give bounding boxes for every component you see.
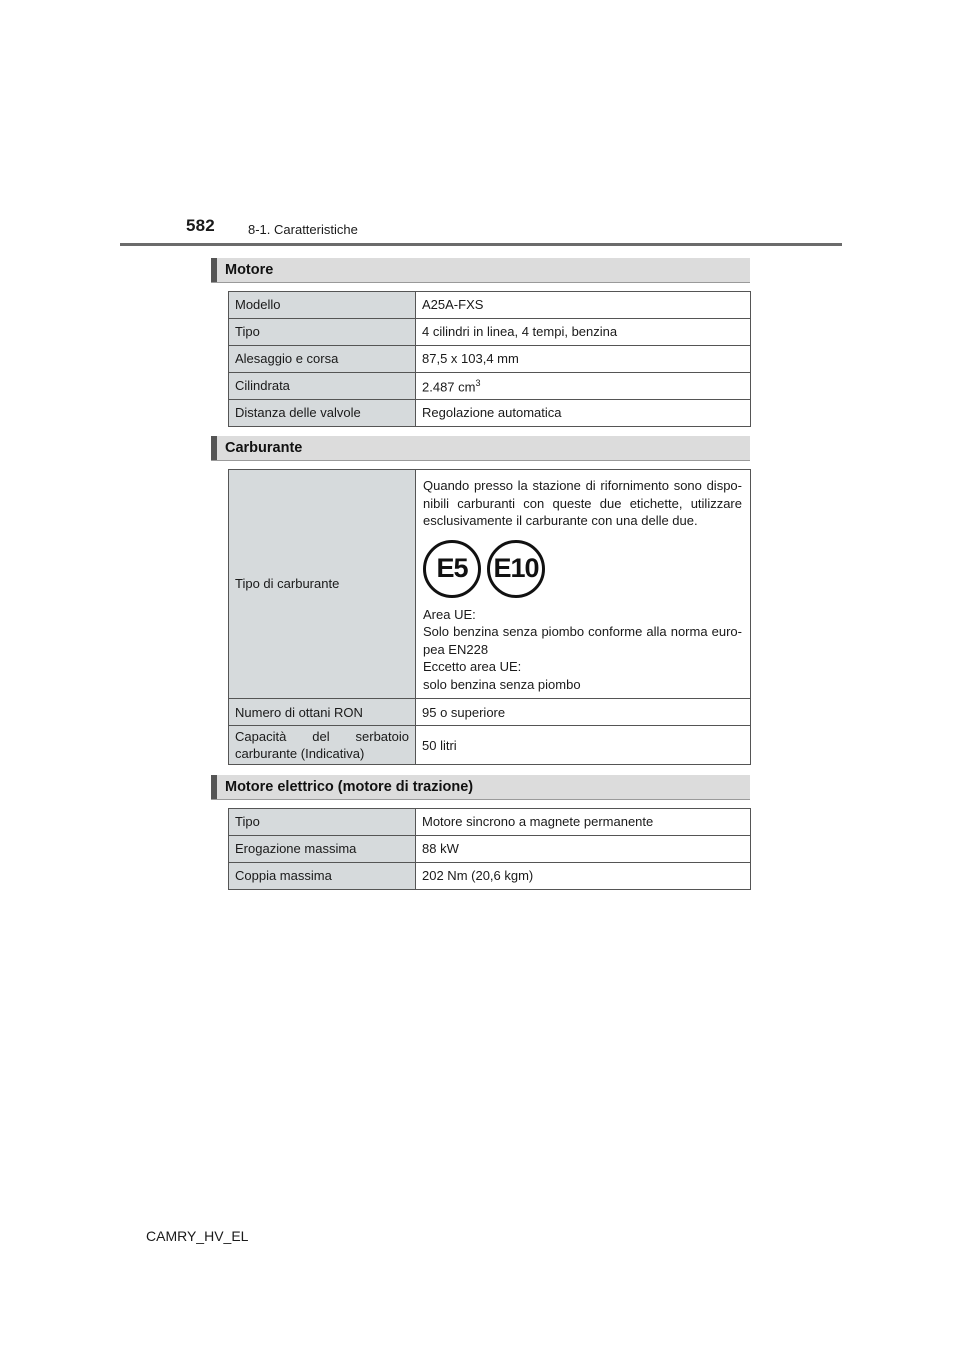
spec-value: 202 Nm (20,6 kgm) — [416, 863, 751, 890]
spec-key: Alesaggio e corsa — [229, 346, 416, 373]
displacement-exponent: 3 — [475, 377, 481, 388]
fuel-intro-text: Quando presso la stazione di rifornimento sono dispo-nibili carburanti con queste due etichette, utilizzare esclusivamente il carburante con una delle due. — [423, 478, 742, 529]
spec-value: 95 o superiore — [416, 699, 751, 726]
spec-key: Distanza delle valvole — [229, 400, 416, 427]
spec-value: Motore sincrono a magnete permanente — [416, 809, 751, 836]
spec-key: Modello — [229, 292, 416, 319]
displacement-value: 2.487 cm — [422, 378, 476, 394]
table-row — [229, 292, 751, 319]
table-row — [229, 400, 751, 427]
spec-value-displacement — [416, 373, 751, 400]
table-row — [229, 809, 751, 836]
fuel-spec-table — [228, 469, 751, 765]
fuel-note-line: solo benzina senza piombo — [423, 676, 581, 692]
chapter-label: 8-1. Caratteristiche — [248, 222, 358, 237]
section-heading-carburante — [211, 436, 750, 461]
table-row — [229, 836, 751, 863]
fuel-label-e10-icon: E10 — [487, 540, 545, 598]
fuel-note-line: Solo benzina senza piombo conforme alla norma euro-pea EN228 — [423, 624, 742, 657]
electric-motor-spec-table — [228, 808, 751, 890]
section-heading-bar — [211, 436, 217, 460]
table-row — [229, 726, 751, 765]
fuel-note-line: Area UE: — [423, 606, 476, 622]
spec-value: 87,5 x 103,4 mm — [416, 346, 751, 373]
table-row — [229, 373, 751, 400]
header-rule — [120, 243, 842, 246]
fuel-type-value — [416, 470, 751, 699]
table-row — [229, 319, 751, 346]
section-title: Carburante — [225, 440, 303, 456]
fuel-labels — [423, 540, 742, 598]
section-title: Motore — [225, 262, 274, 278]
spec-key: Erogazione massima — [229, 836, 416, 863]
table-row — [229, 346, 751, 373]
spec-key: Tipo — [229, 319, 416, 346]
spec-key: Cilindrata — [229, 373, 416, 400]
spec-value: Regolazione automatica — [416, 400, 751, 427]
spec-key: Numero di ottani RON — [229, 699, 416, 726]
spec-value: 50 litri — [416, 726, 751, 765]
engine-spec-table — [228, 291, 751, 427]
fuel-note-line: Eccetto area UE: — [423, 659, 522, 675]
table-row — [229, 470, 751, 699]
spec-key: Coppia massima — [229, 863, 416, 890]
section-heading-bar — [211, 258, 217, 282]
spec-value: A25A-FXS — [416, 292, 751, 319]
page-number: 582 — [186, 216, 215, 235]
spec-key: Capacità del serbatoio carburante (Indicativa) — [229, 726, 416, 765]
table-row — [229, 699, 751, 726]
spec-value: 88 kW — [416, 836, 751, 863]
section-heading-motore-elettrico — [211, 775, 750, 800]
table-row — [229, 863, 751, 890]
section-title: Motore elettrico (motore di trazione) — [225, 779, 474, 795]
section-heading-bar — [211, 775, 217, 799]
spec-key: Tipo — [229, 809, 416, 836]
fuel-label-e5-icon: E5 — [423, 540, 481, 598]
spec-value: 4 cilindri in linea, 4 tempi, benzina — [416, 319, 751, 346]
model-code: CAMRY_HV_EL — [146, 1228, 249, 1244]
section-heading-motore — [211, 258, 750, 283]
spec-key: Tipo di carburante — [229, 470, 416, 699]
